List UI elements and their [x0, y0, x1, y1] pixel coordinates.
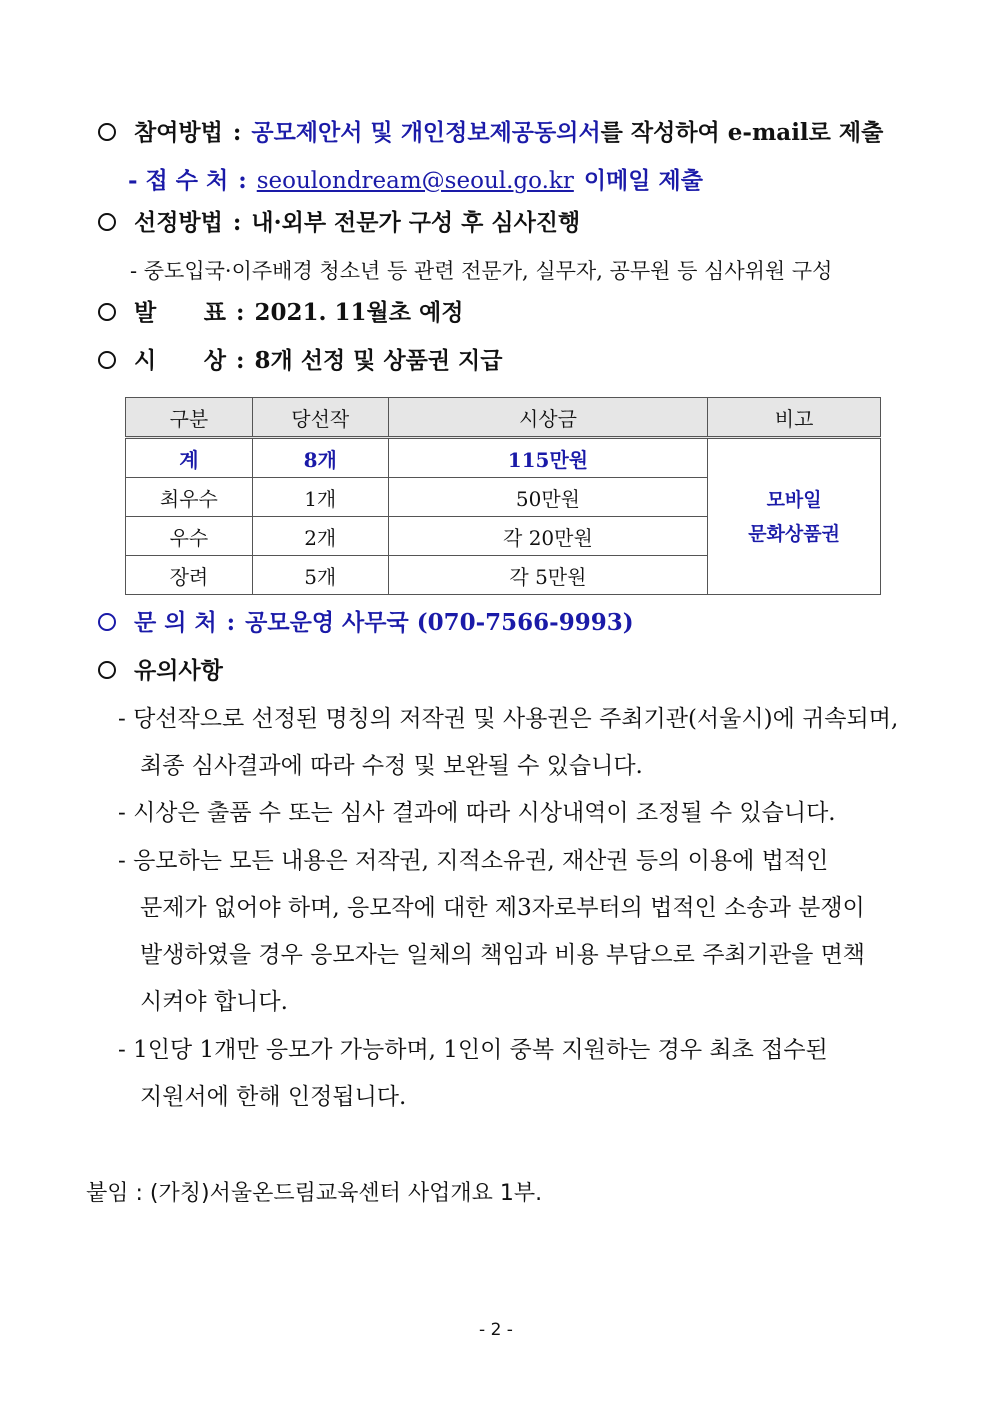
inquiry-text: 공모운영 사무국 (070-7566-9993) — [245, 609, 634, 636]
attachment-line: 붙임 : (가칭)서울온드림교육센터 사업개요 1부. — [86, 1181, 543, 1206]
notes-label: 유의사항 — [134, 657, 223, 684]
notes-heading — [98, 656, 223, 686]
colon: : — [236, 347, 245, 374]
cell-category: 우수 — [126, 517, 253, 556]
cell-category: 장려 — [126, 556, 253, 595]
table-row — [126, 438, 881, 478]
notes-line: - 시상은 출품 수 또는 심사 결과에 따라 시상내역이 조정될 수 있습니다. — [118, 800, 836, 826]
cell-count: 5개 — [252, 556, 388, 595]
participation-rest: 를 작성하여 e-mail로 제출 — [600, 119, 884, 146]
cell-count: 1개 — [252, 478, 388, 517]
inquiry-label: 문 의 처 — [134, 609, 217, 636]
participation-line — [98, 118, 883, 148]
notes-line: - 응모하는 모든 내용은 저작권, 지적소유권, 재산권 등의 이용에 법적인 — [118, 848, 829, 874]
colon: : — [232, 119, 242, 146]
cell-count: 8개 — [252, 438, 388, 478]
cell-category: 계 — [126, 438, 253, 478]
selection-label: 선정방법 — [134, 209, 223, 236]
colon: : — [238, 167, 247, 194]
notes-line: - 당선작으로 선정된 명칭의 저작권 및 사용권은 주최기관(서울시)에 귀속되며, — [118, 706, 899, 732]
circle-bullet-icon — [98, 613, 116, 631]
notes-line: 시켜야 합니다. — [140, 989, 288, 1015]
header-amount: 시상금 — [388, 398, 708, 438]
cell-note — [708, 438, 881, 595]
colon: : — [232, 209, 242, 236]
inquiry-line — [98, 608, 634, 638]
colon: : — [236, 299, 245, 326]
cell-amount: 각 5만원 — [388, 556, 708, 595]
selection-detail: - 중도입국·이주배경 청소년 등 관련 전문가, 실무자, 공무원 등 심사위원 구성 — [130, 259, 833, 283]
prize-table — [125, 397, 881, 595]
header-count: 당선작 — [252, 398, 388, 438]
notes-line: - 1인당 1개만 응모가 가능하며, 1인이 중복 지원하는 경우 최초 접수된 — [118, 1037, 828, 1063]
participation-highlight: 공모제안서 및 개인정보제공동의서 — [251, 119, 601, 146]
circle-bullet-icon — [98, 303, 116, 321]
award-text: 8개 선정 및 상품권 지급 — [254, 347, 503, 374]
page-number: - 2 - — [479, 1320, 513, 1340]
cell-count: 2개 — [252, 517, 388, 556]
circle-bullet-icon — [98, 351, 116, 369]
note-line-2: 문화상품권 — [748, 522, 840, 545]
notes-line: 최종 심사결과에 따라 수정 및 보완될 수 있습니다. — [140, 753, 643, 779]
cell-amount: 115만원 — [388, 438, 708, 478]
colon: : — [226, 609, 236, 636]
circle-bullet-icon — [98, 661, 116, 679]
award-line — [98, 346, 503, 376]
header-category: 구분 — [126, 398, 253, 438]
announcement-text: 2021. 11월초 예정 — [254, 299, 464, 326]
cell-amount: 각 20만원 — [388, 517, 708, 556]
notes-line: 문제가 없어야 하며, 응모작에 대한 제3자로부터의 법적인 소송과 분쟁이 — [140, 895, 865, 921]
selection-line — [98, 208, 580, 238]
table-header-row — [126, 398, 881, 438]
reception-email-link[interactable]: seoulondream@seoul.go.kr — [256, 168, 574, 194]
announcement-label: 발 표 — [134, 299, 226, 326]
reception-rest: 이메일 제출 — [583, 167, 703, 194]
cell-category: 최우수 — [126, 478, 253, 517]
participation-label: 참여방법 — [134, 119, 223, 146]
award-label: 시 상 — [134, 347, 226, 374]
reception-label: - 접 수 처 — [128, 167, 229, 194]
selection-text: 내·외부 전문가 구성 후 심사진행 — [251, 209, 581, 236]
cell-amount: 50만원 — [388, 478, 708, 517]
circle-bullet-icon — [98, 213, 116, 231]
note-line-1: 모바일 — [766, 488, 822, 511]
header-note: 비고 — [708, 398, 881, 438]
circle-bullet-icon — [98, 123, 116, 141]
announcement-line — [98, 298, 463, 328]
notes-line: 발생하였을 경우 응모자는 일체의 책임과 비용 부담으로 주최기관을 면책 — [140, 942, 866, 968]
reception-line — [128, 166, 703, 196]
notes-line: 지원서에 한해 인정됩니다. — [140, 1084, 407, 1110]
